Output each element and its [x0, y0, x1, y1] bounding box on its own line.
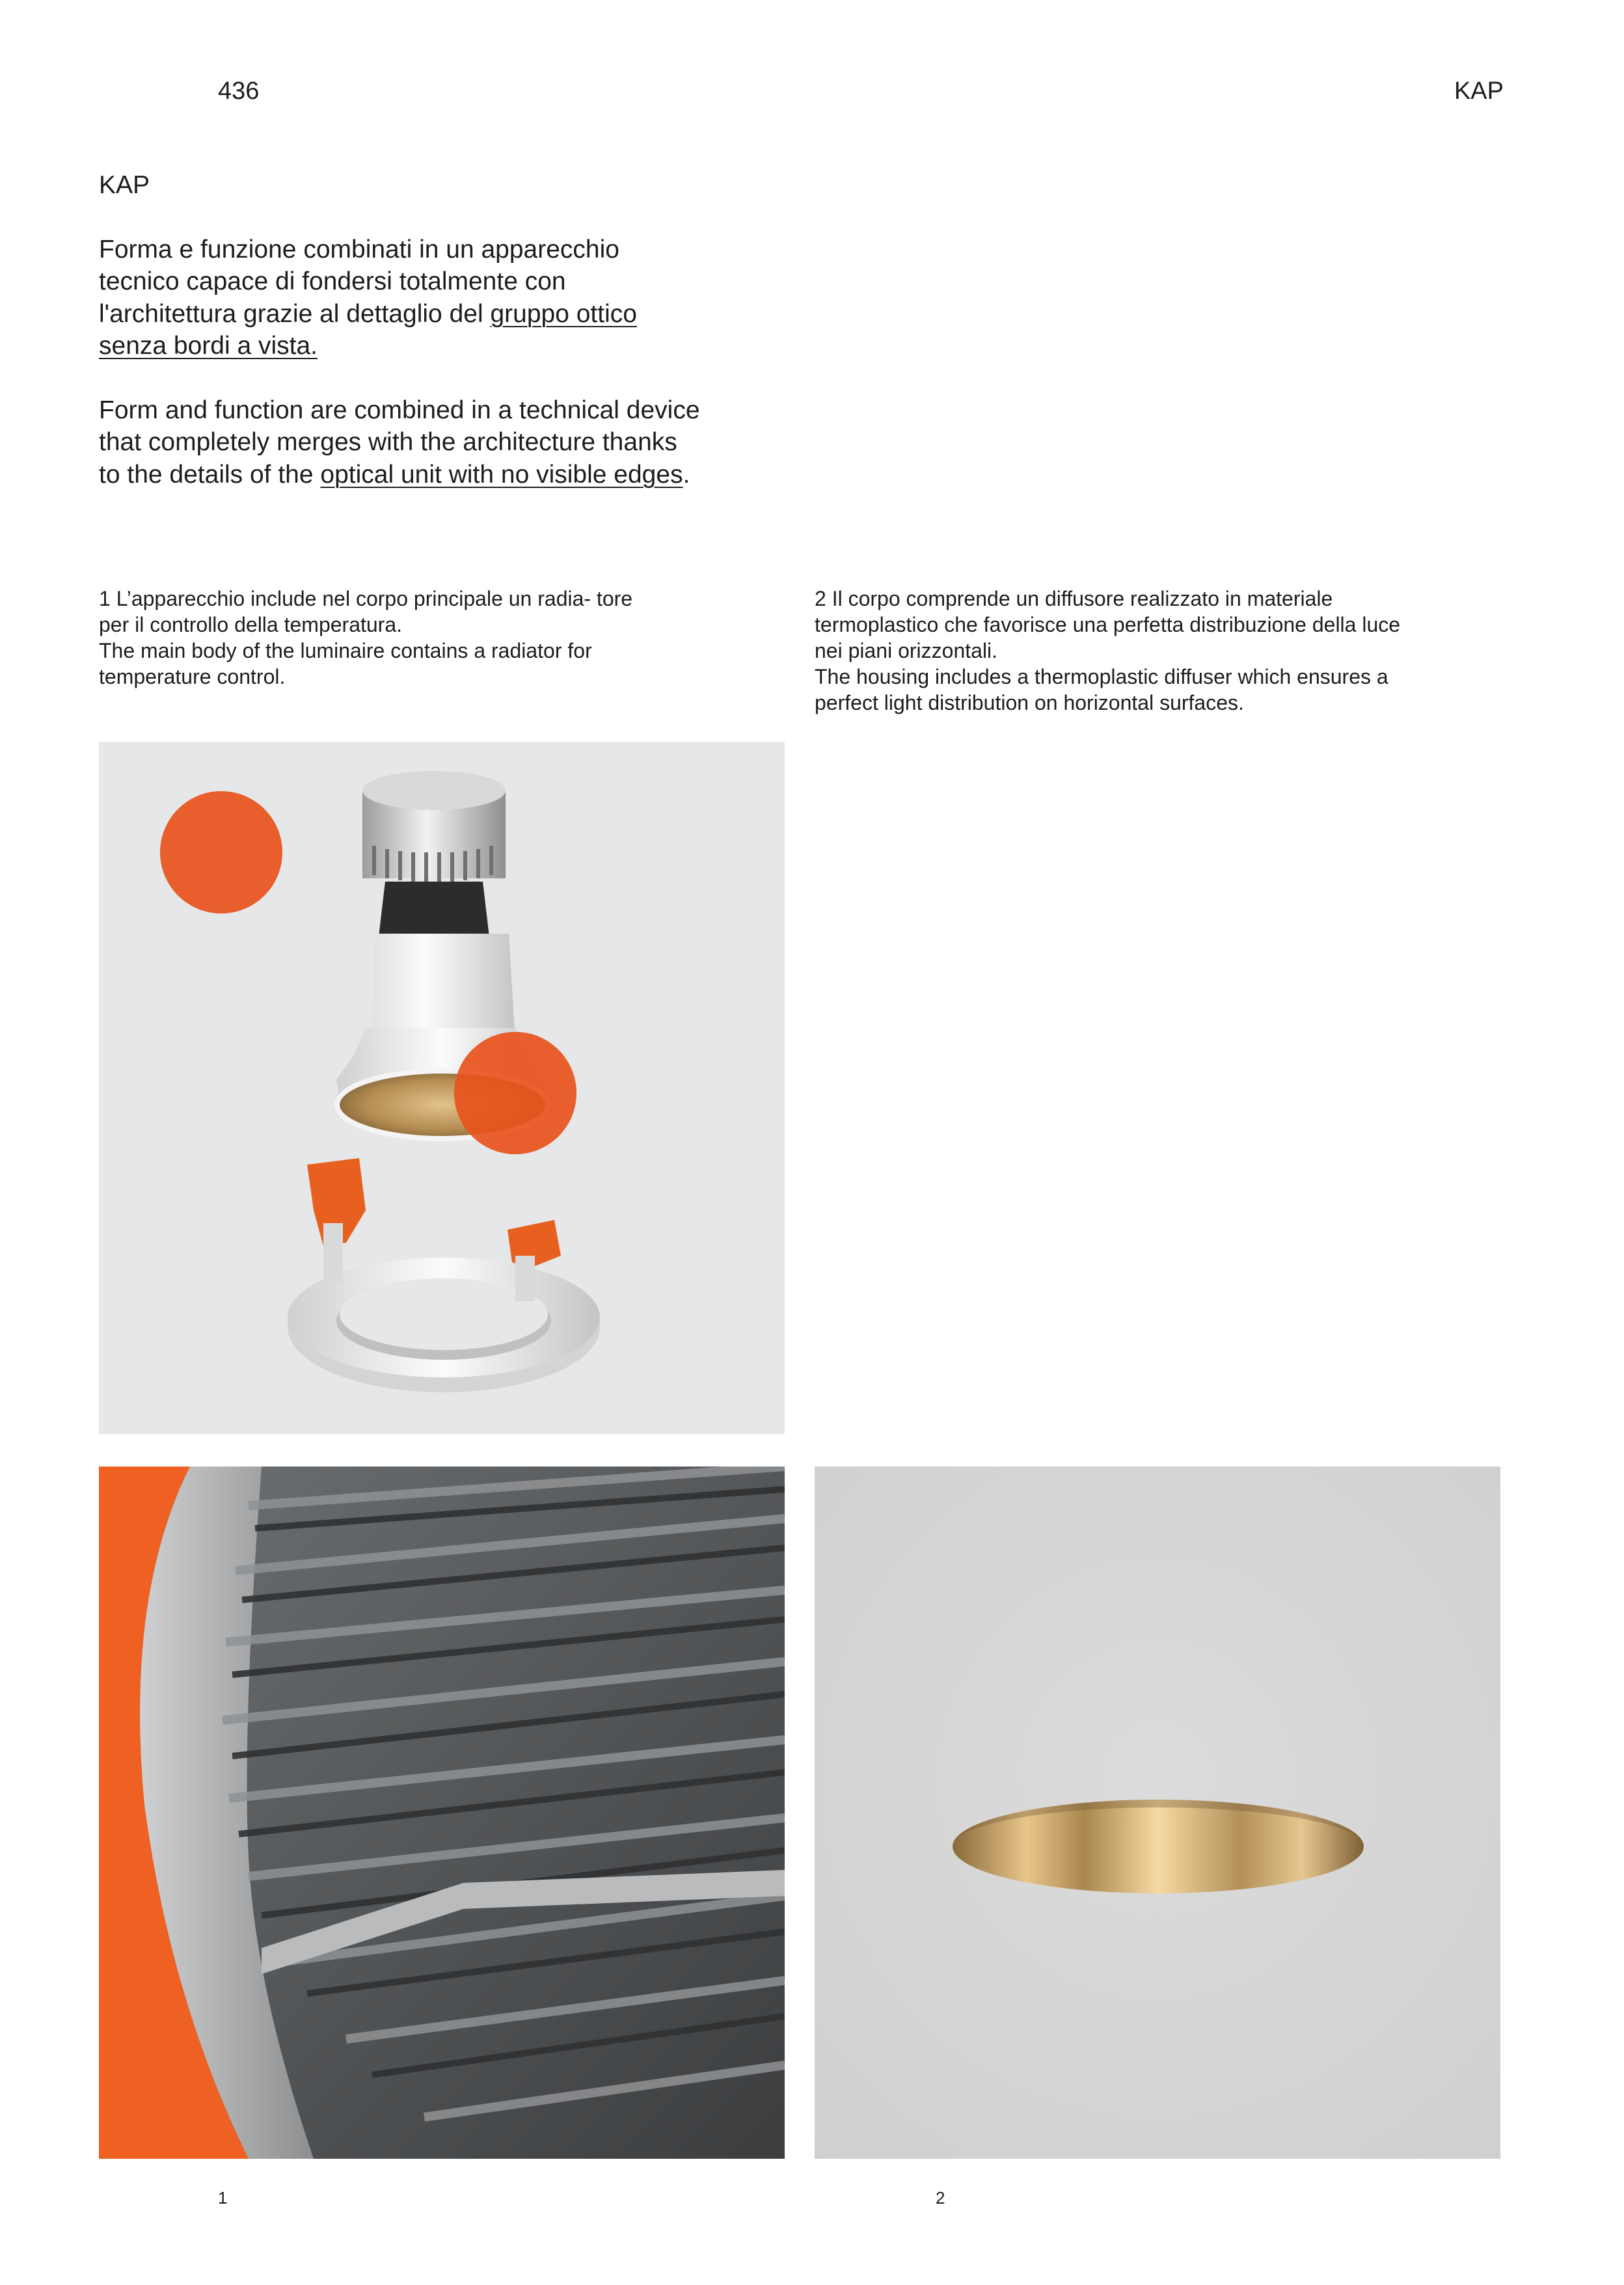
caption-1-italian: 1 L’apparecchio include nel corpo principale un radia- tore per il controllo della temperatura. [99, 587, 633, 636]
caption-2-italian: 2 Il corpo comprende un diffusore realizzato in materiale termoplastico che favorisce una perfetta distribuzione della luce nei piani orizzontali. [815, 587, 1401, 662]
recessed-light-image [815, 1467, 1500, 2159]
page-number: 436 [218, 77, 260, 105]
product-exploded-image [99, 742, 785, 1434]
intro-english [99, 394, 704, 491]
intro-english-link[interactable]: optical unit with no visible edges [320, 460, 683, 489]
caption-2-english: The housing includes a thermoplastic diffuser which ensures a perfect light distribution on horizontal surfaces. [815, 665, 1388, 714]
caption-2 [815, 586, 1433, 716]
intro-english-suffix: . [683, 460, 690, 489]
intro-block [99, 169, 704, 491]
caption-1-english: The main body of the luminaire contains a radiator for temperature control. [99, 639, 592, 688]
radiator-closeup-image [99, 1467, 785, 2159]
intro-english-text: Form and function are combined in a technical device that completely merges with the architecture thanks to the details of the [99, 396, 700, 489]
image-number-2: 2 [936, 2188, 945, 2208]
caption-1 [99, 586, 658, 690]
brand-label: KAP [1454, 77, 1504, 105]
intro-italian-text: Forma e funzione combinati in un apparecchio tecnico capace di fondersi totalmente con l'architettura grazie al dettaglio del [99, 235, 619, 328]
intro-title: KAP [99, 171, 150, 199]
intro-italian [99, 234, 704, 362]
intro-italian-link[interactable]: gruppo ottico senza bordi a vista. [99, 299, 637, 360]
image-number-1: 1 [218, 2188, 228, 2208]
